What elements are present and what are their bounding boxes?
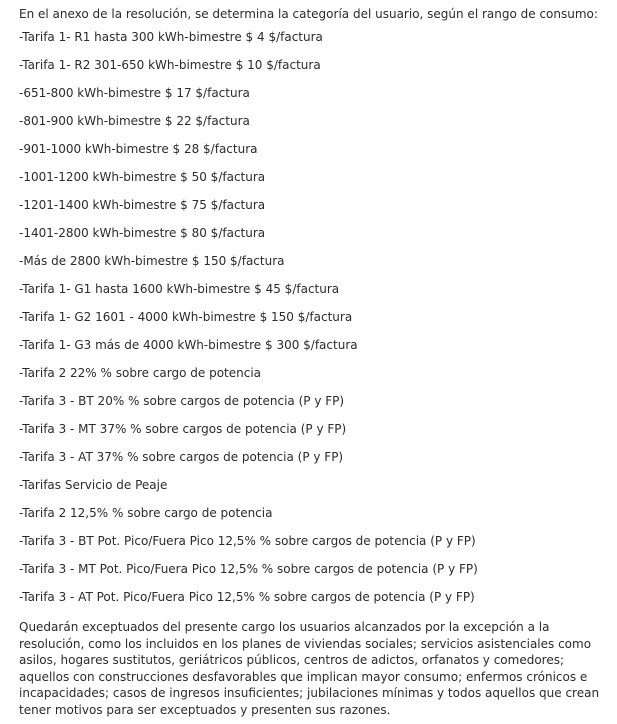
tariff-line: -Tarifa 3 - BT Pot. Pico/Fuera Pico 12,5% % sobre cargos de potencia (P y FP) bbox=[19, 534, 476, 548]
tariff-line: -901-1000 kWh-bimestre $ 28 $/factura bbox=[19, 142, 258, 156]
intro-paragraph: En el anexo de la resolución, se determina la categoría del usuario, según el rango de consumo: bbox=[19, 7, 598, 21]
closing-paragraph: Quedarán exceptuados del presente cargo los usuarios alcanzados por la excepción a la resolución, como los incluidos en los planes de viviendas sociales; servicios asistenciales como asilos, hogares sustitutos, geriátricos públicos, centros de adictos, orfanatos y comedores; aquellos con construcciones desfavorables que implican mayor consumo; enfermos crónicos e incapacidades; casos de ingresos insuficientes; jubilaciones mínimas y todos aquellos que crean tener motivos para ser exceptuados y presenten sus razones. bbox=[19, 620, 600, 717]
tariff-line: -Tarifa 1- G2 1601 - 4000 kWh-bimestre $ 150 $/factura bbox=[19, 310, 353, 324]
tariff-line: -Tarifa 3 - MT 37% % sobre cargos de potencia (P y FP) bbox=[19, 422, 347, 436]
tariff-line: -Tarifa 1- R1 hasta 300 kWh-bimestre $ 4 $/factura bbox=[19, 30, 323, 44]
tariff-line: -1401-2800 kWh-bimestre $ 80 $/factura bbox=[19, 226, 266, 240]
tariff-line: -Tarifas Servicio de Peaje bbox=[19, 478, 168, 492]
tariff-line: -1201-1400 kWh-bimestre $ 75 $/factura bbox=[19, 198, 266, 212]
tariff-line: -Tarifa 2 12,5% % sobre cargo de potencia bbox=[19, 506, 273, 520]
tariff-line: -Más de 2800 kWh-bimestre $ 150 $/factura bbox=[19, 254, 285, 268]
tariff-line: -Tarifa 1- G1 hasta 1600 kWh-bimestre $ 45 $/factura bbox=[19, 282, 340, 296]
tariff-line: -Tarifa 1- G3 más de 4000 kWh-bimestre $ 300 $/factura bbox=[19, 338, 358, 352]
tariff-line: -Tarifa 3 - AT Pot. Pico/Fuera Pico 12,5% % sobre cargos de potencia (P y FP) bbox=[19, 590, 475, 604]
tariff-line: -Tarifa 3 - MT Pot. Pico/Fuera Pico 12,5% % sobre cargos de potencia (P y FP) bbox=[19, 562, 478, 576]
tariff-line: -Tarifa 3 - AT 37% % sobre cargos de potencia (P y FP) bbox=[19, 450, 344, 464]
tariff-line: -Tarifa 1- R2 301-650 kWh-bimestre $ 10 $/factura bbox=[19, 58, 321, 72]
tariff-line: -1001-1200 kWh-bimestre $ 50 $/factura bbox=[19, 170, 266, 184]
tariff-line: -801-900 kWh-bimestre $ 22 $/factura bbox=[19, 114, 250, 128]
tariff-list bbox=[19, 23, 611, 611]
article-body bbox=[19, 5, 611, 718]
tariff-line: -Tarifa 3 - BT 20% % sobre cargos de potencia (P y FP) bbox=[19, 394, 345, 408]
tariff-line: -651-800 kWh-bimestre $ 17 $/factura bbox=[19, 86, 250, 100]
tariff-line: -Tarifa 2 22% % sobre cargo de potencia bbox=[19, 366, 262, 380]
